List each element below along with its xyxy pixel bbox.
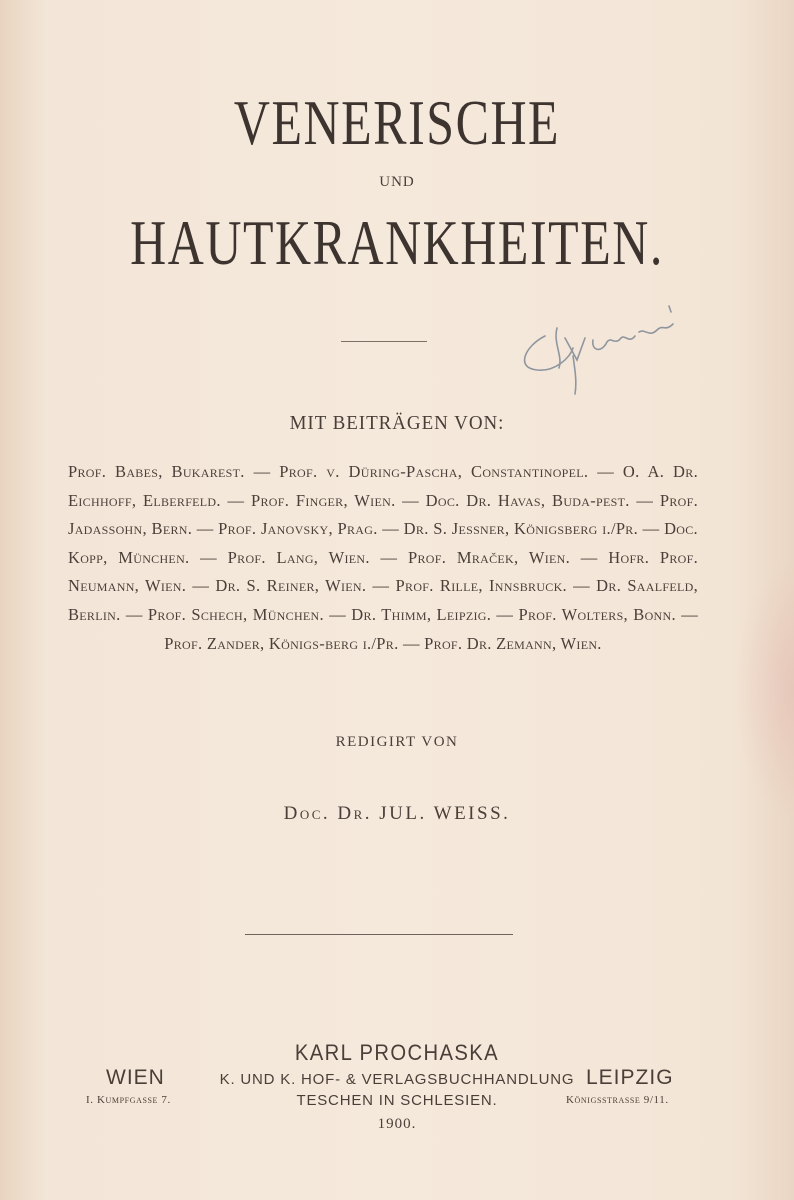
title-connector: UND: [379, 174, 415, 190]
publisher-company: K. UND K. HOF- & VERLAGSBUCHHANDLUNG: [219, 1071, 575, 1088]
contributors-list: Prof. Babes, Bukarest. — Prof. v. Düring-Pascha, Constantinopel. — O. A. Dr. Eichhoff, Elberfeld. — Prof. Finger, Wien. — Doc. Dr. Havas, Buda-pest. — Prof. Jadassohn, Bern. — Prof. Janovsky, Prag. — Dr. S. Jessner, Königsberg i./Pr. — Doc. Kopp, München. — Prof. Lang, Wien. — Prof. Mraček, Wien. — Hofr. Prof. Neumann, Wien. — Dr. S. Reiner, Wien. — Prof. Rille, Innsbruck. — Dr. Saalfeld, Berlin. — Prof. Schech, München. — Dr. Thimm, Leipzig. — Prof. Wolters, Bonn. — Prof. Zander, Königs-berg i./Pr. — Prof. Dr. Zemann, Wien.: [68, 462, 698, 653]
editor-label: REDIGIRT VON: [335, 734, 459, 750]
publisher-location: TESCHEN IN SCHLESIEN.: [296, 1092, 498, 1109]
left-city-address: I. Kumpfgasse 7.: [86, 1094, 171, 1106]
imprint-divider: [245, 934, 513, 935]
right-city: LEIPZIG: [586, 1066, 674, 1089]
left-city: WIEN: [106, 1066, 165, 1089]
contributors-heading: MIT BEITRÄGEN VON:: [289, 412, 505, 434]
title-divider: [341, 341, 427, 342]
pencil-signature: [515, 298, 685, 398]
publication-year: 1900.: [377, 1116, 417, 1132]
title-line-2: HAUTKRANKHEITEN.: [130, 207, 664, 278]
title-line-1: VENERISCHE: [233, 87, 561, 158]
right-city-address: Königsstrasse 9/11.: [566, 1094, 669, 1106]
publisher-name: KARL PROCHASKA: [294, 1040, 500, 1065]
editor-name: Doc. Dr. JUL. WEISS.: [283, 803, 511, 824]
paper-stain: [734, 560, 794, 820]
